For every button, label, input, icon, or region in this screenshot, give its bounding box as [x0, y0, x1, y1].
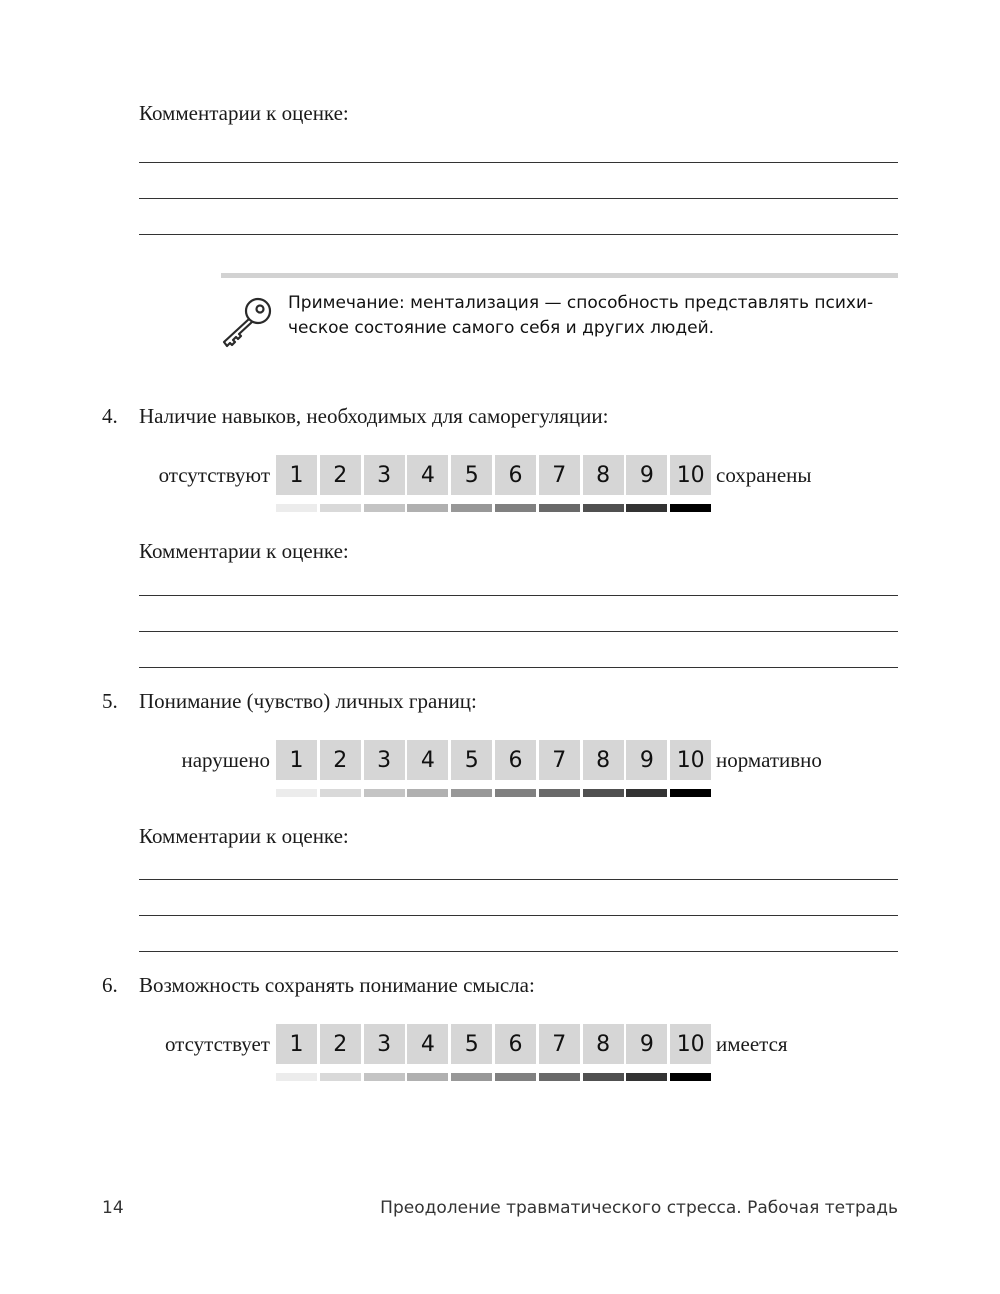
scale-option-1[interactable]: 1 [276, 740, 317, 780]
scale-gradient-bar [320, 1073, 361, 1081]
scale-gradient-bar [626, 789, 667, 797]
scale-option-5[interactable]: 5 [451, 455, 492, 495]
scale-min-label: отсутствуют [158, 463, 270, 487]
scale-option-10[interactable]: 10 [670, 740, 711, 780]
scale-max-label: нормативно [716, 748, 822, 772]
running-title: Преодоление травматического стресса. Рабочая тетрадь [380, 1198, 898, 1218]
scale-option-3[interactable]: 3 [364, 1024, 405, 1064]
scale-option-7[interactable]: 7 [539, 1024, 580, 1064]
page-number: 14 [102, 1198, 124, 1218]
scale-gradient-bar [451, 1073, 492, 1081]
question-number: 6. [102, 973, 118, 997]
key-icon [218, 294, 276, 350]
scale-gradient-bar [670, 504, 711, 512]
scale-gradient-bar [407, 789, 448, 797]
scale-option-5[interactable]: 5 [451, 740, 492, 780]
scale-gradient-bar [451, 504, 492, 512]
scale-gradient-bar [583, 1073, 624, 1081]
scale-gradient-bar [364, 504, 405, 512]
answer-line[interactable] [139, 595, 898, 596]
scale-option-8[interactable]: 8 [583, 455, 624, 495]
answer-line[interactable] [139, 951, 898, 952]
comment-label-q5: Комментарии к оценке: [139, 824, 349, 848]
scale-max-label: сохранены [716, 463, 812, 487]
scale-gradient-bar [320, 789, 361, 797]
scale-gradient-bar [626, 504, 667, 512]
scale-gradient-bar [495, 789, 536, 797]
scale-gradient-bar [539, 1073, 580, 1081]
scale-gradient-bar [407, 1073, 448, 1081]
note-text [288, 291, 888, 341]
scale-option-2[interactable]: 2 [320, 1024, 361, 1064]
scale-gradient-bar [583, 789, 624, 797]
answer-line[interactable] [139, 234, 898, 235]
question-number: 5. [102, 689, 118, 713]
scale-option-4[interactable]: 4 [407, 740, 448, 780]
scale-option-9[interactable]: 9 [626, 455, 667, 495]
scale-option-9[interactable]: 9 [626, 1024, 667, 1064]
note-line-2: ческое состояние самого себя и других людей. [288, 318, 715, 338]
scale-option-4[interactable]: 4 [407, 455, 448, 495]
note-divider [221, 273, 898, 278]
scale-gradient-bar [320, 504, 361, 512]
rating-scale-q4 [0, 455, 1000, 515]
scale-option-10[interactable]: 10 [670, 1024, 711, 1064]
question-text: Понимание (чувство) личных границ: [139, 689, 477, 713]
answer-line[interactable] [139, 162, 898, 163]
scale-option-7[interactable]: 7 [539, 455, 580, 495]
question-text: Возможность сохранять понимание смысла: [139, 973, 535, 997]
question-text: Наличие навыков, необходимых для саморегуляции: [139, 404, 609, 428]
scale-gradient-bar [670, 1073, 711, 1081]
scale-option-4[interactable]: 4 [407, 1024, 448, 1064]
scale-gradient-bar [364, 789, 405, 797]
scale-gradient-bar [626, 1073, 667, 1081]
comment-label-q4: Комментарии к оценке: [139, 539, 349, 563]
scale-option-8[interactable]: 8 [583, 740, 624, 780]
scale-gradient-bar [451, 789, 492, 797]
scale-gradient-bar [539, 504, 580, 512]
scale-gradient-bar [276, 504, 317, 512]
rating-scale-q5 [0, 740, 1000, 800]
scale-gradient-bar [670, 789, 711, 797]
scale-gradient-bar [276, 1073, 317, 1081]
answer-line[interactable] [139, 879, 898, 880]
scale-boxes [276, 740, 711, 800]
scale-gradient-bar [407, 504, 448, 512]
scale-option-3[interactable]: 3 [364, 455, 405, 495]
scale-gradient-bar [276, 789, 317, 797]
scale-option-5[interactable]: 5 [451, 1024, 492, 1064]
scale-boxes [276, 455, 711, 515]
scale-option-1[interactable]: 1 [276, 1024, 317, 1064]
scale-option-2[interactable]: 2 [320, 455, 361, 495]
scale-gradient-bar [583, 504, 624, 512]
note-line-1: Примечание: ментализация — способность представлять психи- [288, 293, 874, 313]
question-number: 4. [102, 404, 118, 428]
scale-gradient-bar [495, 504, 536, 512]
scale-gradient-bar [539, 789, 580, 797]
scale-option-6[interactable]: 6 [495, 455, 536, 495]
scale-option-3[interactable]: 3 [364, 740, 405, 780]
scale-option-7[interactable]: 7 [539, 740, 580, 780]
answer-line[interactable] [139, 631, 898, 632]
scale-option-10[interactable]: 10 [670, 455, 711, 495]
scale-gradient-bar [495, 1073, 536, 1081]
scale-gradient-bar [364, 1073, 405, 1081]
answer-line[interactable] [139, 667, 898, 668]
scale-option-6[interactable]: 6 [495, 1024, 536, 1064]
answer-line[interactable] [139, 198, 898, 199]
rating-scale-q6 [0, 1024, 1000, 1084]
answer-line[interactable] [139, 915, 898, 916]
scale-min-label: нарушено [181, 748, 270, 772]
scale-min-label: отсутствует [164, 1032, 270, 1056]
scale-option-8[interactable]: 8 [583, 1024, 624, 1064]
scale-option-6[interactable]: 6 [495, 740, 536, 780]
comment-label-q3: Комментарии к оценке: [139, 101, 349, 125]
scale-option-9[interactable]: 9 [626, 740, 667, 780]
scale-option-1[interactable]: 1 [276, 455, 317, 495]
scale-boxes [276, 1024, 711, 1084]
scale-option-2[interactable]: 2 [320, 740, 361, 780]
scale-max-label: имеется [716, 1032, 788, 1056]
